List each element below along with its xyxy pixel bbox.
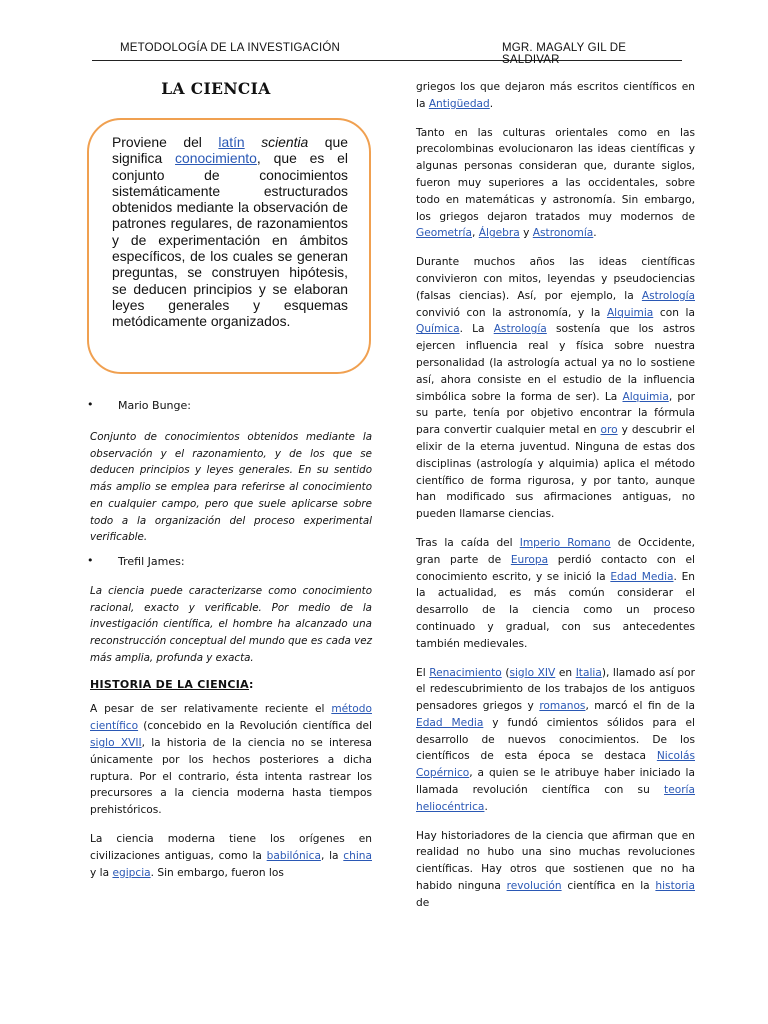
- right-column: [416, 79, 695, 912]
- left-column: [90, 76, 372, 881]
- paragraph-right-1: griegos los que dejaron más escritos científicos en la Antigüedad.: [416, 81, 695, 110]
- page-title: LA CIENCIA: [161, 79, 271, 98]
- link-geometria[interactable]: Geometría: [416, 227, 472, 240]
- link-astronomia[interactable]: Astronomía: [532, 227, 594, 240]
- link-nicolas-copernico[interactable]: Nicolás Copérnico: [416, 750, 695, 780]
- link-astrologia[interactable]: Astrología: [641, 289, 695, 302]
- link-oro[interactable]: oro: [600, 424, 618, 437]
- paragraph-historia-2: La ciencia moderna tiene los orígenes en civilizaciones antiguas, como la babilónica, la china y la egipcia. Sin embargo, fueron los: [90, 833, 372, 879]
- link-europa[interactable]: Europa: [510, 553, 549, 566]
- paragraph-right-5: El Renacimiento (siglo XIV en Italia), llamado así por el redescubrimiento de los trabajos de los antiguos pensadores griegos y romanos, marcó el fin de la Edad Media y fundó cimientos sólidos para el desarrollo de nuevos conocimientos. De los científicos de esta época se destaca Nicolás Copérnico, a quien se le atribuye haber iniciado la llamada revolución científica con su teoría heliocéntrica.: [416, 666, 695, 813]
- link-siglo-xiv[interactable]: siglo XIV: [509, 666, 556, 679]
- page-header: [92, 38, 682, 66]
- link-latin[interactable]: latín: [218, 134, 245, 150]
- link-renacimiento[interactable]: Renacimiento: [429, 666, 502, 679]
- link-revolucion[interactable]: revolución: [506, 880, 562, 893]
- paragraph-right-6: Hay historiadores de la ciencia que afirman que en realidad no hubo una sino muchas revoluciones científicas. Hay otros que sostienen que no ha habido ninguna revolución científica en la historia de: [416, 829, 695, 909]
- section-heading-historia: HISTORIA DE LA CIENCIA:: [90, 678, 254, 692]
- link-china[interactable]: china: [343, 849, 372, 862]
- link-alquimia-2[interactable]: Alquimia: [622, 390, 669, 403]
- link-siglo-xvii[interactable]: siglo XVII: [90, 737, 142, 750]
- quote-trefil: La ciencia puede caracterizarse como conocimiento racional, exacto y verificable. Por medio de la investigación científica, el hombre ha alcanzado una reconstrucción conceptual del mundo que es cada vez más amplia, profunda y exacta.: [90, 584, 372, 664]
- definition-box: Proviene del latín scientia que significa conocimiento, que es el conjunto de conocimientos sistemáticamente estructurados obtenidos mediante la observación de patrones regulares, de razonamientos y de experimentación en ámbitos específicos, de los cuales se generan preguntas, se construyen hipótesis, se deducen principios y se elaboran leyes generales y esquemas metódicamente organizados.: [87, 118, 371, 374]
- link-teoria-heliocentrica[interactable]: teoría heliocéntrica: [416, 784, 695, 813]
- header-course-title: METODOLOGÍA DE LA INVESTIGACIÓN: [120, 42, 341, 54]
- link-conocimiento[interactable]: conocimiento: [175, 150, 257, 167]
- link-babilonica[interactable]: babilónica: [266, 849, 321, 862]
- header-author: MGR. MAGALY GIL DE SALDIVAR: [502, 42, 627, 66]
- link-historia[interactable]: historia: [655, 880, 695, 893]
- link-metodo-cientifico[interactable]: método científico: [90, 703, 372, 733]
- link-algebra[interactable]: Álgebra: [478, 227, 520, 240]
- link-quimica[interactable]: Química: [416, 323, 460, 336]
- paragraph-historia-1: A pesar de ser relativamente reciente el método científico (concebido en la Revolución científica del siglo XVII, la historia de la ciencia no se interesa únicamente por los hechos posteriores a dicha ruptura. Por el contrario, ésta intenta rastrear los precursores a la ciencia moderna hasta tiempos prehistóricos.: [90, 703, 373, 817]
- link-edad-media-2[interactable]: Edad Media: [416, 716, 484, 729]
- link-antiguedad[interactable]: Antigüedad: [428, 97, 490, 110]
- quote-bunge: Conjunto de conocimientos obtenidos mediante la observación y el razonamiento, y de los que se deducen principios y leyes generales. En su sentido más amplio se emplea para referirse al conocimiento en cualquier campo, pero que suele aplicarse sobre todo a la organización del proceso experimental verificable.: [90, 431, 372, 544]
- link-egipcia[interactable]: egipcia: [112, 866, 151, 879]
- link-romanos[interactable]: romanos: [539, 700, 586, 713]
- paragraph-right-4: Tras la caída del Imperio Romano de Occidente, gran parte de Europa perdió contacto con el conocimiento escrito, y se inició la Edad Media. En la actualidad, es más común considerar el desarrollo de la ciencia como un proceso continuado y gradual, con sus antecedentes también medievales.: [416, 536, 696, 650]
- bullet-mario-bunge: • Mario Bunge:: [90, 399, 372, 412]
- link-edad-media[interactable]: Edad Media: [610, 570, 674, 583]
- paragraph-right-3: Durante muchos años las ideas científicas convivieron con mitos, leyendas y pseudociencias (falsas ciencias). Así, por ejemplo, la Astrología convivió con la astronomía, y la Alquimia con la Química. La Astrología sostenía que los astros ejercen influencia real y física sobre nuestra personalidad (la astrología actual ya no lo sostiene así, ahora consiste en el estudio de la influencia simbólica sobre la forma de ser). La Alquimia, por su parte, tenía por objetivo encontrar la fórmula para convertir cualquier metal en oro y descubrir el elixir de la eterna juventud. Ninguna de estas dos disciplinas (astrología y alquimia) aplica el método científico de forma rigurosa, y por tanto, aunque han modificado sus afirmaciones antiguas, no pueden llamarse ciencias.: [416, 256, 696, 521]
- bullet-trefil-james: • Trefil James:: [90, 555, 372, 568]
- link-alquimia[interactable]: Alquimia: [606, 306, 654, 319]
- link-italia[interactable]: Italia: [575, 666, 602, 679]
- paragraph-right-2: Tanto en las culturas orientales como en las precolombinas evolucionaron las ideas científicas y algunas personas consideran que, durante siglos, fueron muy superiores a las occidentales, sobre todo en matemáticas y astronomía. Sin embargo, los griegos dejaron tratados muy modernos de Geometría, Álgebra y Astronomía.: [416, 126, 695, 240]
- link-astrologia-2[interactable]: Astrología: [493, 323, 547, 336]
- link-imperio-romano[interactable]: Imperio Romano: [519, 536, 611, 549]
